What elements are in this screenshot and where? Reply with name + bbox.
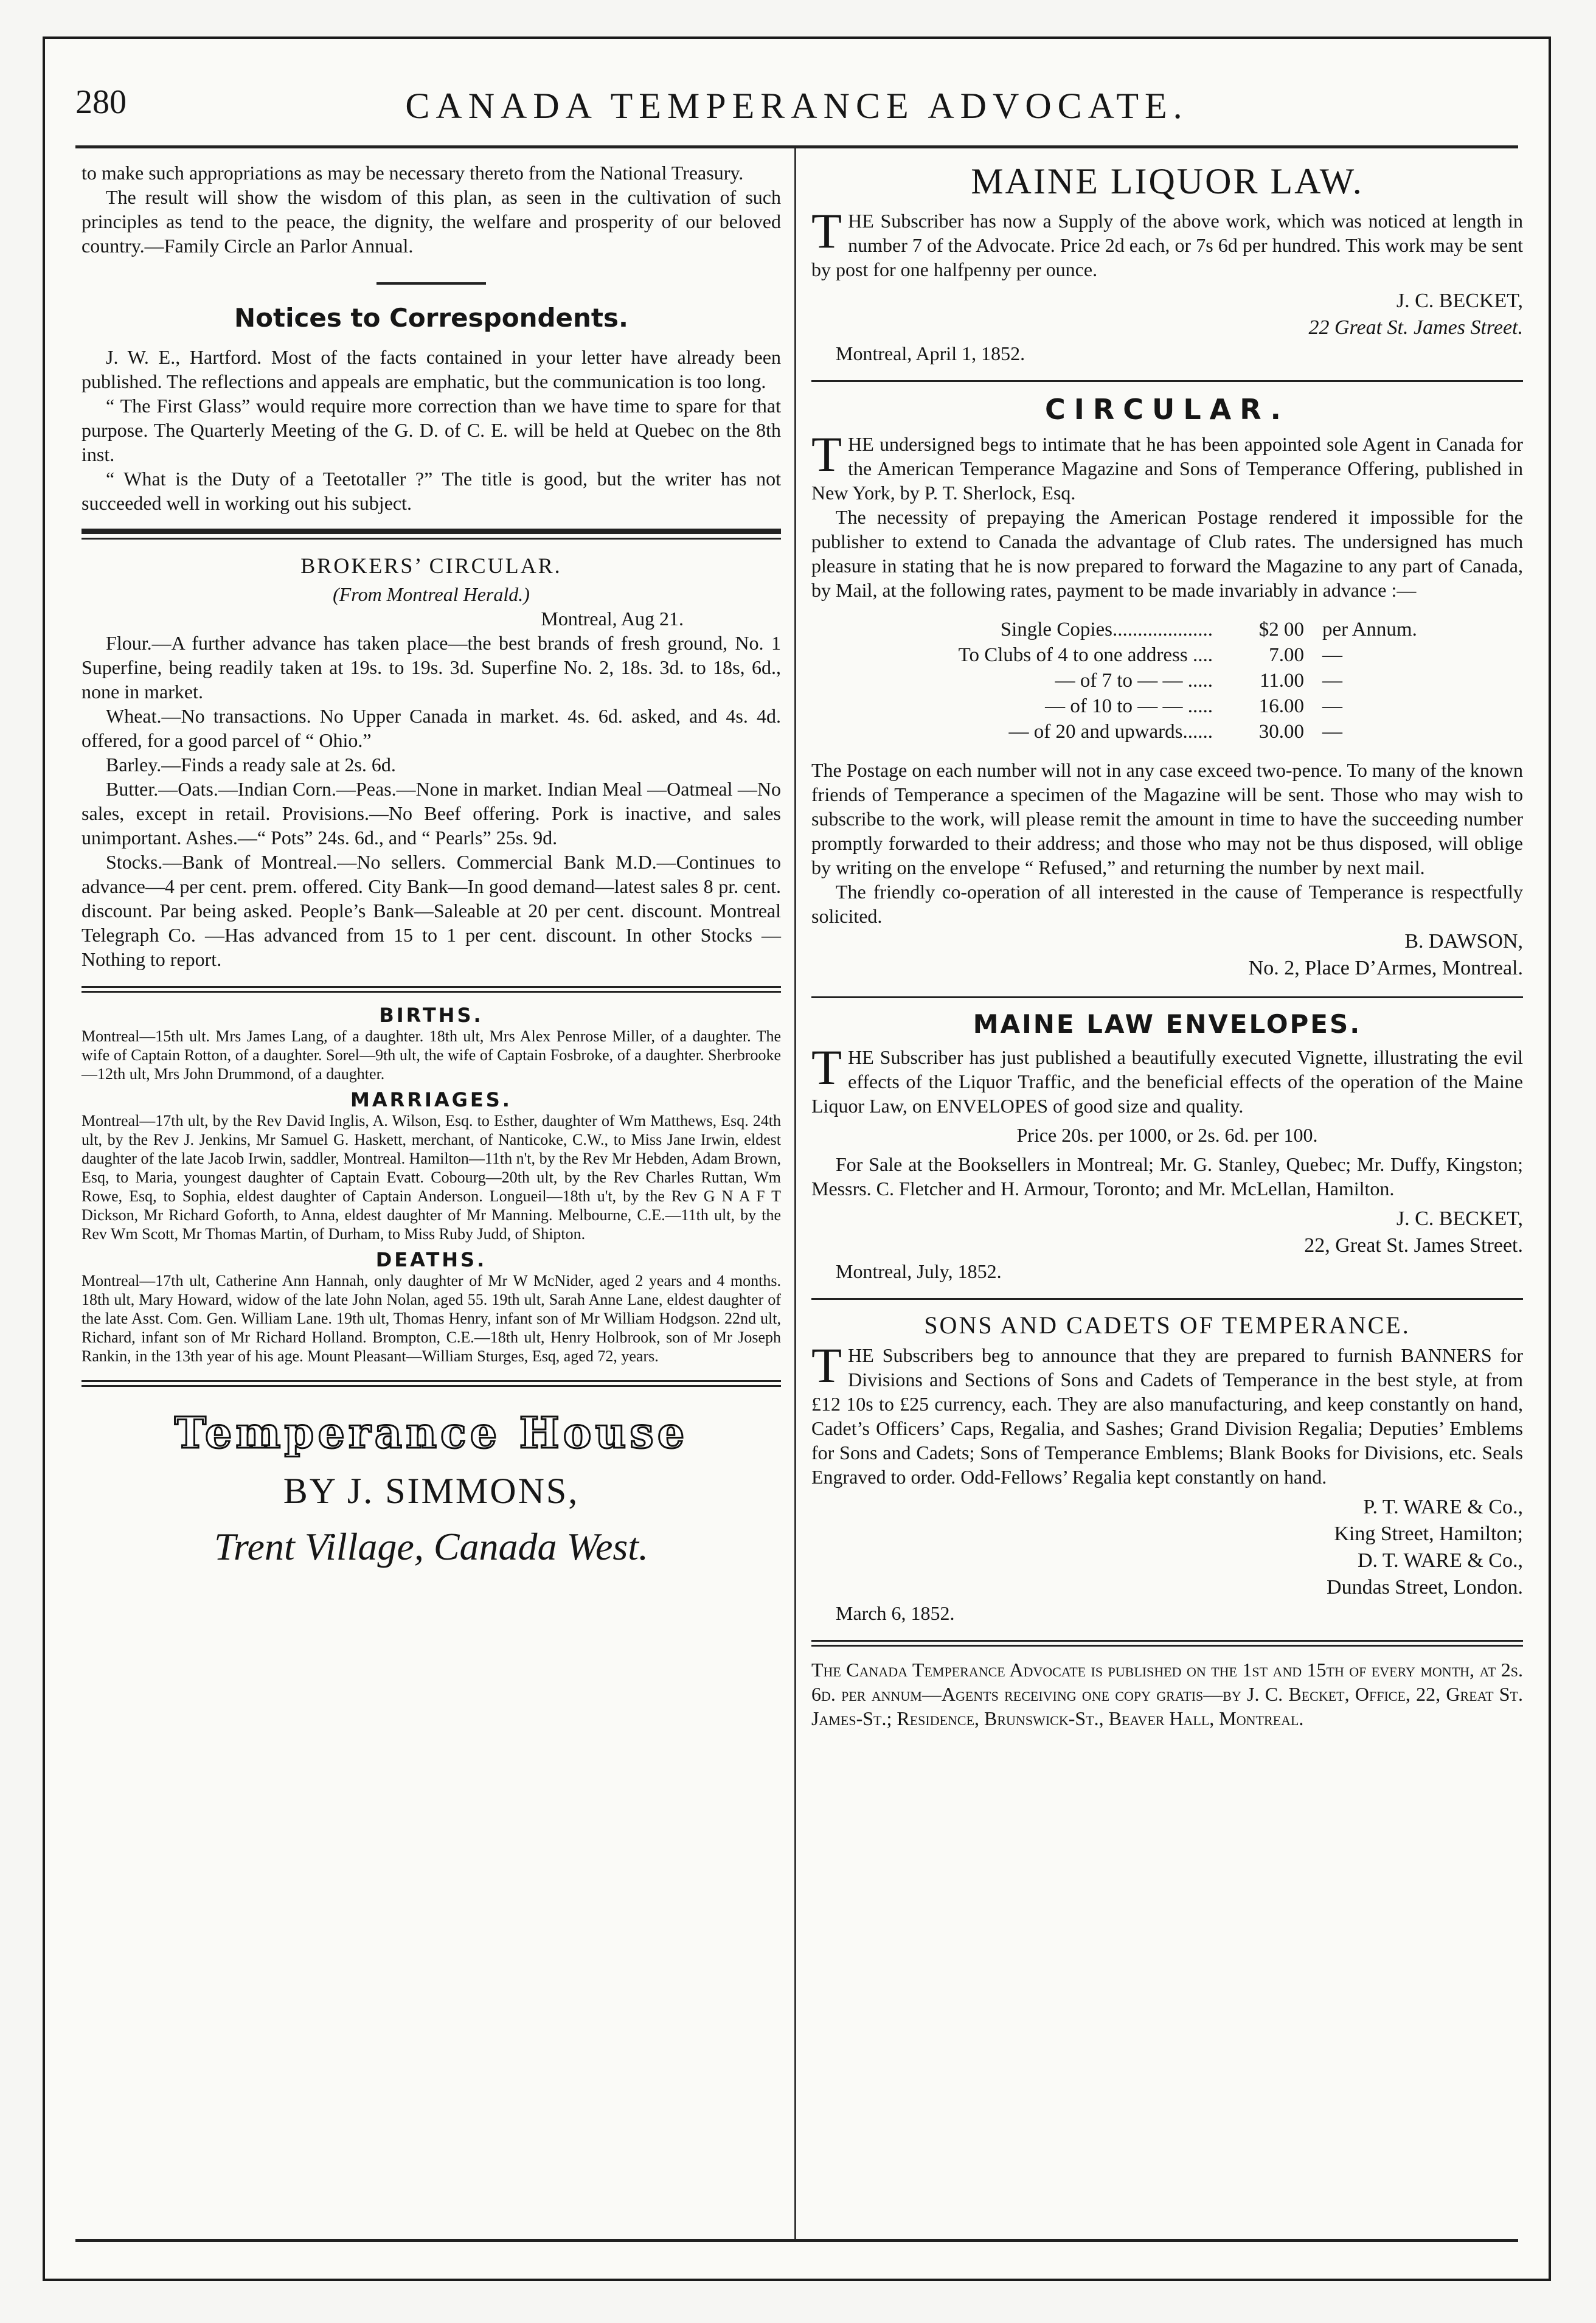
circular-signer: B. DAWSON, (1404, 930, 1523, 953)
rate-label: Single Copies.................... (1000, 619, 1213, 641)
rate-row (836, 719, 1523, 745)
brokers-source: (From Montreal Herald.) (333, 583, 530, 605)
marriages-text: Montreal—17th ult, by the Rev David Inglis, A. Wilson, Esq. to Esther, daughter of Wm Matthews, Esq. 24th ult, by the Rev J. Jenkins, Mr Samuel G. Haskett, merchant, of Nanticoke, C.W., to Miss Jane Irwin, eldest daughter of the late Jacob Irwin, saddler, Montreal. Hamilton—11th n't, by the Rev Mr Hebden, Adam Brown, Esq, to Maria, youngest daughter of Captain Evatt. Cobourg—20th ult, by the Rev Charles Ruttan, Wm Rowe, Esq, to Sophia, eldest daughter of Captain Anderson. Longueil—18th u't, by the Rev G N A F T Dickson, Mr Richard Goforth, to Anna, eldest daughter of Mr Manning. Melbourne, C.E.—11th ult, by the Rev Wm Scott, Mr Thomas Martin, of Durham, to Miss Ruby Judd, of Shipton. (82, 1112, 781, 1243)
page-header (75, 69, 1518, 142)
rate-row (836, 693, 1523, 719)
circular-paragraph-4: The friendly co-operation of all interested in the cause of Temperance is respectfully solicited. (811, 881, 1523, 927)
section-rule (82, 986, 781, 993)
rate-label: To Clubs of 4 to one address .... (958, 644, 1213, 666)
rate-label: — of 7 to — — ..... (1055, 670, 1213, 692)
maine-law-dateline: Montreal, April 1, 1852. (836, 342, 1025, 364)
notices-title: Notices to Correspondents. (234, 303, 628, 333)
rate-label: — of 10 to — — ..... (1045, 695, 1213, 717)
section-rule (82, 529, 781, 534)
notice-item: “ What is the Duty of a Teetotaller ?” The title is good, but the writer has not succeeded well in working out his subject. (82, 468, 781, 514)
market-paragraph: Butter.—Oats.—Indian Corn.—Peas.—None in market. Indian Meal —Oatmeal —No sales, except in retail. Provisions.—No Beef offering. Pork is inactive, and sales unimportant. Ashes.—“ Pots” 24s. 6d., and “ Pearls” 25s. 9d. (82, 778, 781, 849)
running-title: CANADA TEMPERANCE ADVOCATE. (405, 85, 1188, 126)
intro-paragraph-1: to make such appropriations as may be necessary thereto from the National Treasury. (82, 162, 744, 184)
deaths-title: DEATHS. (375, 1248, 487, 1271)
rate-unit: per Annum. (1322, 619, 1417, 641)
rate-row (836, 617, 1523, 642)
sons-signer-2: D. T. WARE & Co., (1357, 1549, 1523, 1572)
rate-unit: — (1322, 695, 1342, 717)
circular-title: CIRCULAR. (1044, 393, 1290, 426)
header-rule (75, 145, 1518, 148)
marriages-title: MARRIAGES. (350, 1088, 512, 1111)
section-rule (811, 996, 1523, 998)
notice-item: J. W. E., Hartford. Most of the facts contained in your letter have already been published. The reflections and appeals are emphatic, but the communication is too long. (82, 346, 781, 392)
maine-law-title: MAINE LIQUOR LAW. (971, 161, 1364, 201)
envelopes-address: 22, Great St. James Street. (1304, 1234, 1523, 1257)
brokers-dateline: Montreal, Aug 21. (541, 608, 684, 630)
maine-law-body: THE Subscriber has now a Supply of the above work, which was noticed at length in number 7 of the Advocate. Price 2d each, or 7s 6d per hundred. This work may be sent by post for one halfpenny per ounce. (811, 203, 1523, 280)
births-text: Montreal—15th ult. Mrs James Lang, of a daughter. 18th ult, Mrs Alex Penrose Miller, of a daughter. The wife of Captain Rotton, of a daughter. Sorel—9th ult, the wife of Captain Fosbroke, of a daughter. Sherbrooke—12th ult, Mrs John Drummond, of a daughter. (82, 1027, 781, 1083)
circular-paragraph-3: The Postage on each number will not in any case exceed two-pence. To many of the known friends of Temperance a specimen of the Magazine will be sent. Those who may wish to subscribe to the work, will please remit the amount in time to have the succeeding number promptly forwarded to their address; and those who may not be thus disposed, will oblige by writing on the envelope “ Refused,” and returning the number by next mail. (811, 759, 1523, 878)
rate-value: 30.00 (1258, 721, 1304, 743)
temperance-house-location: Trent Village, Canada West. (213, 1525, 649, 1568)
section-rule (811, 380, 1523, 382)
rate-row (836, 668, 1523, 693)
temperance-house-title: Temperance House (174, 1408, 689, 1458)
brokers-title: BROKERS’ CIRCULAR. (300, 554, 562, 578)
right-column (811, 161, 1523, 2224)
rate-unit: — (1322, 644, 1342, 666)
sons-title: SONS AND CADETS OF TEMPERANCE. (924, 1311, 1410, 1339)
births-title: BIRTHS. (379, 1004, 484, 1027)
sons-signer-1: P. T. WARE & Co., (1363, 1496, 1523, 1518)
envelopes-price: Price 20s. per 1000, or 2s. 6d. per 100. (1016, 1124, 1318, 1146)
short-rule (376, 282, 486, 285)
rate-row (836, 642, 1523, 668)
column-divider (794, 148, 796, 2239)
maine-law-address: 22 Great St. James Street. (1308, 316, 1523, 339)
intro-paragraph-2: The result will show the wisdom of this plan, as seen in the cultivation of such principles as tend to the peace, the dignity, the welfare and prosperity of our beloved country.—Family Circle an Parlor Annual. (82, 186, 781, 257)
market-paragraph: Barley.—Finds a ready sale at 2s. 6d. (106, 754, 396, 776)
market-paragraph: Stocks.—Bank of Montreal.—No sellers. Commercial Bank M.D.—Continues to advance—4 per cent. prem. offered. City Bank—In good demand—latest sales 8 pr. cent. discount. Par being asked. People’s Bank—Saleable at 20 per cent. discount. Montreal Telegraph Co. —Has advanced from 15 to 1 per cent. discount. In other Stocks —Nothing to report. (82, 851, 781, 970)
sons-body: THE Subscribers beg to announce that they are prepared to furnish BANNERS for Divisions and Sections of Sons and Cadets of Temperance in the best style, at from £12 10s to £25 currency, each. They are also manufacturing, and keep constantly on hand, Cadet’s Officers’ Caps, Regalia, and Sashes; Grand Division Regalia; Deputies’ Emblems for Sons and Cadets; Sons of Temperance Emblems; Blank Books for Divisions, etc. Seals Engraved to order. Odd-Fellows’ Regalia kept constantly on hand. (811, 1338, 1523, 1488)
envelopes-sale: For Sale at the Booksellers in Montreal; Mr. G. Stanley, Quebec; Mr. Duffy, Kingston; Messrs. C. Fletcher and H. Armour, Toronto; and Mr. McLellan, Hamilton. (811, 1153, 1523, 1200)
market-paragraph: Flour.—A further advance has taken place—the best brands of fresh ground, No. 1 Superfine, being readily taken at 19s. to 19s. 3d. Superfine No. 2, 18s. 3d. to 18s, 6d., none in market. (82, 632, 781, 703)
newspaper-page (43, 36, 1551, 2281)
left-column (82, 161, 781, 2224)
sons-address-2: Dundas Street, London. (1327, 1576, 1523, 1599)
rate-value: 7.00 (1269, 644, 1304, 666)
rate-unit: — (1322, 721, 1342, 743)
section-rule (811, 1298, 1523, 1300)
sons-address-1: King Street, Hamilton; (1334, 1523, 1523, 1545)
envelopes-title: MAINE LAW ENVELOPES. (973, 1009, 1362, 1039)
rate-value: 11.00 (1259, 670, 1304, 692)
footer-rule (75, 2239, 1518, 2242)
circular-paragraph-1: THE undersigned begs to intimate that he has been appointed sole Agent in Canada for the American Temperance Magazine and Sons of Temperance Offering, published in New York, by P. T. Sherlock, Esq. (811, 426, 1523, 504)
deaths-text: Montreal—17th ult, Catherine Ann Hannah, only daughter of Mr W McNider, aged 2 years and 4 months. 18th ult, Mary Howard, widow of the late John Nolan, aged 55. 19th ult, Sarah Anne Lane, eldest daughter of the late Asst. Com. Gen. William Lane. 19th ult, Thomas Henry, infant son of Mr William Hodgson. 22nd ult, Richard, infant son of Mr Richard Holland. Brompton, C.E.—18th ult, Henry Holbrook, son of Mr Joseph Rankin, in the 13th year of his age. Mount Pleasant—William Sturges, Esq, aged 72, years. (82, 1272, 781, 1365)
rate-value: $2 00 (1258, 619, 1304, 641)
circular-paragraph-2: The necessity of prepaying the American Postage rendered it impossible for the publisher to extend to Canada the advantage of Club rates. The undersigned has much pleasure in stating that he is now prepared to forward the Magazine to any part of Canada, by Mail, at the following rates, payment to be made invariably in advance :— (811, 506, 1523, 601)
section-rule (811, 1640, 1523, 1647)
rate-unit: — (1322, 670, 1342, 692)
rate-value: 16.00 (1258, 695, 1304, 717)
envelopes-dateline: Montreal, July, 1852. (836, 1260, 1002, 1282)
sons-dateline: March 6, 1852. (836, 1602, 955, 1624)
section-rule (82, 538, 781, 540)
page-number: 280 (75, 83, 127, 121)
notice-item: “ The First Glass” would require more correction than we have time to spare for that purpose. The Quarterly Meeting of the G. D. of C. E. will be held at Quebec on the 8th inst. (82, 395, 781, 465)
temperance-house-proprietor: BY J. SIMMONS, (283, 1471, 580, 1511)
envelopes-body: THE Subscriber has just published a beautifully executed Vignette, illustrating the evil effects of the Liquor Traffic, and the beneficial effects of the operation of the Maine Liquor Law, on ENVELOPES of good size and quality. (811, 1040, 1523, 1117)
maine-law-signer: J. C. BECKET, (1396, 290, 1523, 312)
rates-table (836, 617, 1523, 745)
circular-address: No. 2, Place D’Armes, Montreal. (1248, 957, 1523, 979)
publication-note: The Canada Temperance Advocate is published on the 1st and 15th of every month, at 2s. 6d. per annum—Agents receiving one copy gratis—by J. C. Becket, Office, 22, Great St. James-St.; Residence, Brunswick-St., Beaver Hall, Montreal. (811, 1659, 1523, 1729)
rate-label: — of 20 and upwards...... (1008, 721, 1213, 743)
envelopes-signer: J. C. BECKET, (1396, 1207, 1523, 1230)
market-paragraph: Wheat.—No transactions. No Upper Canada in market. 4s. 6d. asked, and 4s. 4d. offered, for a good parcel of “ Ohio.” (82, 705, 781, 751)
section-rule (82, 1380, 781, 1387)
